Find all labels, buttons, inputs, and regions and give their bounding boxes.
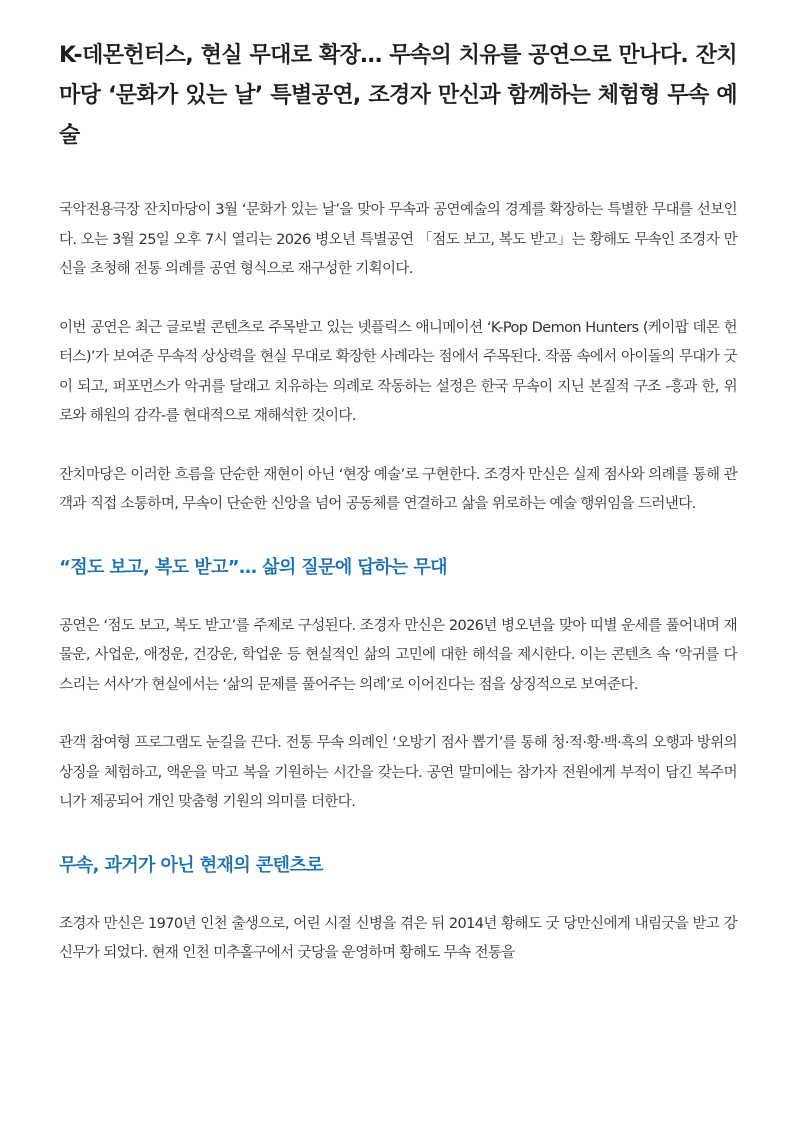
section-paragraph: 관객 참여형 프로그램도 눈길을 끈다. 전통 무속 의례인 ‘오방기 점사 뽑기’를 통해 청·적·황·백·흑의 오행과 방위의 상징을 체험하고, 액운을 막고 복을 기원하는 시간을 갖는다. 공연 말미에는 참가자 전원에게 부적이 담긴 복주머니가 제공되어 개인 맞춤형 기원의 의미를 더한다. — [59, 735, 737, 810]
intro-paragraph: 잔치마당은 이러한 흐름을 단순한 재현이 아닌 ‘현장 예술’로 구현한다. 조경자 만신은 실제 점사와 의례를 통해 관객과 직접 소통하며, 무속이 단순한 신앙을 넘어 공동체를 연결하고 삶을 위로하는 예술 행위임을 드러낸다. — [59, 466, 737, 512]
section-paragraph: 공연은 ‘점도 보고, 복도 받고’를 주제로 구성된다. 조경자 만신은 2026년 병오년을 맞아 띠별 운세를 풀어내며 재물운, 사업운, 애정운, 건강운, 학업운 등 현실적인 삶의 고민에 대한 해석을 제시한다. 이는 콘텐츠 속 ‘악귀를 다스리는 서사’가 현실에서는 ‘삶의 문제를 풀어주는 의례’로 이어진다는 점을 상징적으로 보여준다. — [59, 617, 737, 693]
section-heading-fortune: “점도 보고, 복도 받고”… 삶의 질문에 답하는 무대 — [59, 556, 447, 578]
article — [59, 36, 737, 969]
section-paragraph: 조경자 만신은 1970년 인천 출생으로, 어린 시절 신병을 겪은 뒤 2014년 황해도 굿 당만신에게 내림굿을 받고 강신무가 되었다. 현재 인천 미추홀구에서 굿당을 운영하며 황해도 무속 전통을 — [59, 915, 737, 961]
intro-paragraph: 국악전용극장 잔치마당이 3월 ‘문화가 있는 날’을 맞아 무속과 공연예술의 경계를 확장하는 특별한 무대를 선보인다. 오는 3월 25일 오후 7시 열리는 2026 병오년 특별공연 「점도 보고, 복도 받고」는 황해도 무속인 조경자 만신을 초청해 전통 의례를 공연 형식으로 재구성한 기획이다. — [59, 202, 737, 277]
article-title: K-데몬헌터스, 현실 무대로 확장… 무속의 치유를 공연으로 만나다. 잔치마당 ‘문화가 있는 날’ 특별공연, 조경자 만신과 함께하는 체험형 무속 예술 — [59, 43, 737, 148]
section-heading-contemporary: 무속, 과거가 아닌 현재의 콘텐츠로 — [59, 854, 323, 876]
intro-paragraph: 이번 공연은 최근 글로벌 콘텐츠로 주목받고 있는 넷플릭스 애니메이션 ‘K-Pop Demon Hunters (케이팝 데몬 헌터스)’가 보여준 무속적 상상력을 현실 무대로 확장한 사례라는 점에서 주목된다. 작품 속에서 아이돌의 무대가 굿이 되고, 퍼포먼스가 악귀를 달래고 치유하는 의례로 작동하는 설정은 한국 무속이 지닌 본질적 구조 -흥과 한, 위로와 해원의 감각-를 현대적으로 재해석한 것이다. — [59, 319, 737, 424]
